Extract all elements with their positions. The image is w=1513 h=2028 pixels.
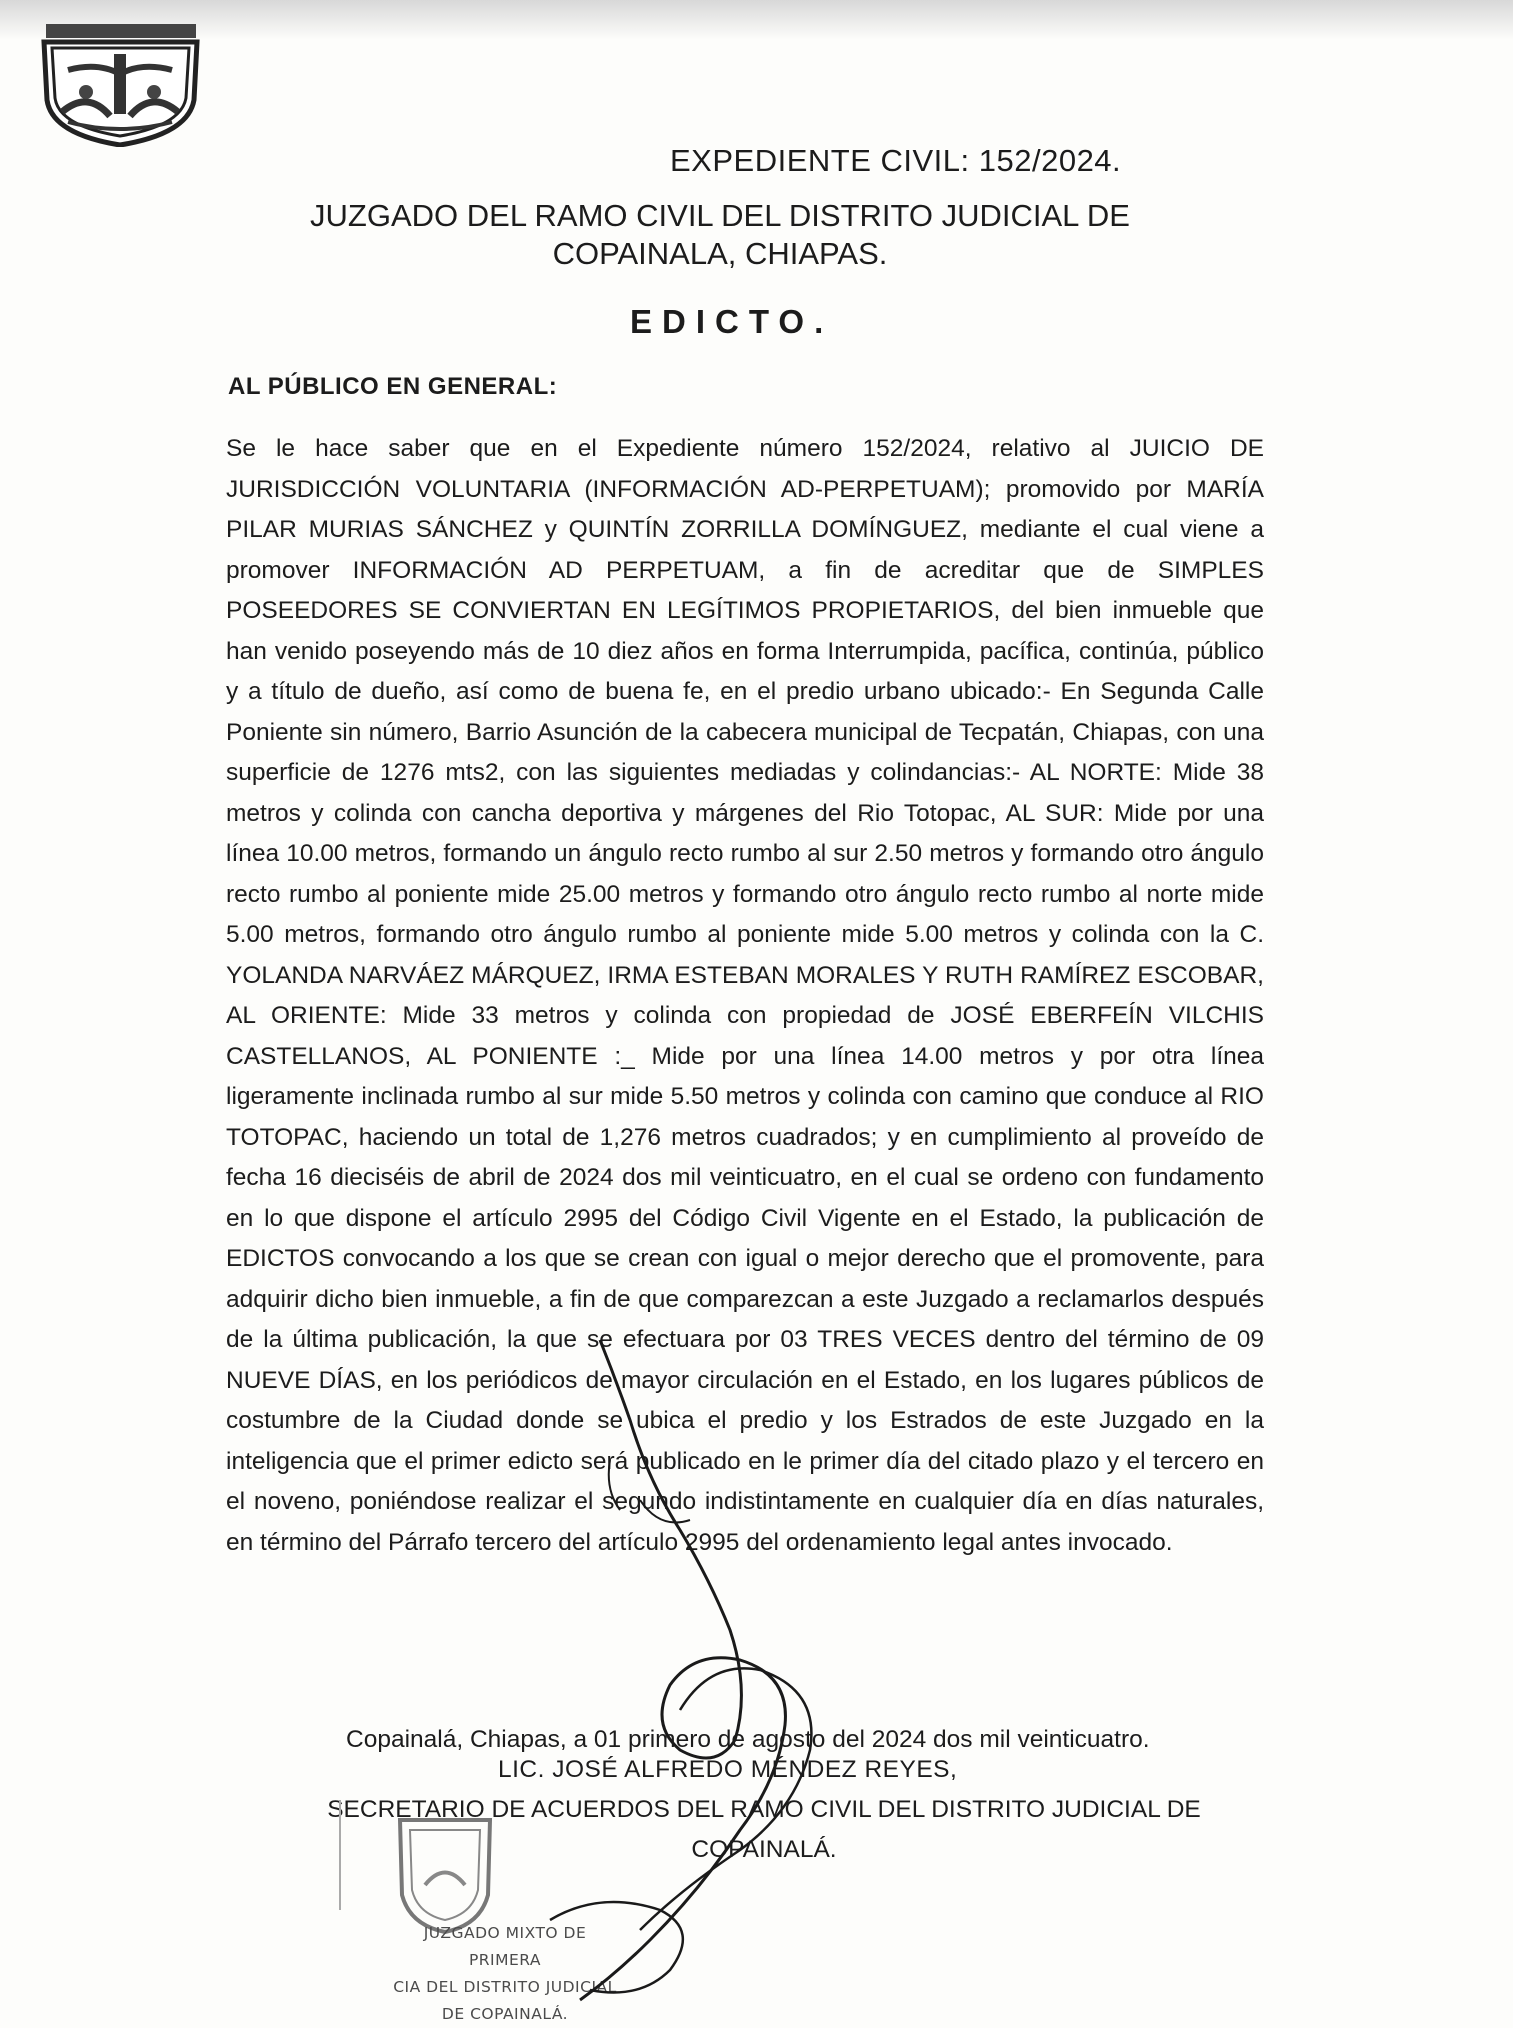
handwritten-signature [520,1330,1000,2020]
coat-of-arms-seal [38,12,203,147]
case-number: EXPEDIENTE CIVIL: 152/2024. [670,143,1122,178]
stamp-line-1: JUZGADO MIXTO DE PRIMERA [423,1924,587,1969]
document-title: EDICTO. [630,303,834,340]
scan-shadow [0,0,1513,40]
court-heading [220,197,1220,273]
signer-role: SECRETARIO DE ACUERDOS DEL RAMO CIVIL DEL DISTRITO JUDICIAL DE COPAINALÁ. [327,1796,1201,1863]
court-line-2: COPAINALA, CHIAPAS. [552,236,888,271]
body-paragraph: Se le hace saber que en el Expediente número 152/2024, relativo al JUICIO DE JURISDICCIÓN VOLUNTARIA (INFORMACIÓN AD-PERPETUAM); promovido por MARÍA PILAR MURIAS SÁNCHEZ y QUINTÍN ZORRILLA DOMÍNGUEZ, mediante el cual viene a promover INFORMACIÓN AD PERPETUAM, a fin de acreditar que de SIMPLES POSEEDORES SE CONVIERTAN EN LEGÍTIMOS PROPIETARIOS, del bien inmueble que han venido poseyendo más de 10 diez años en forma Interrumpida, pacífica, continúa, público y a título de dueño, así como de buena fe, en el predio urbano ubicado:- En Segunda Calle Poniente sin número, Barrio Asunción de la cabecera municipal de Tecpatán, Chiapas, con una superficie de 1276 mts2, con las siguientes mediadas y colindancias:- AL NORTE: Mide 38 metros y colinda con cancha deportiva y márgenes del Rio Totopac, AL SUR: Mide por una línea 10.00 metros, formando un ángulo recto rumbo al sur 2.50 metros y formando otro ángulo recto rumbo al poniente mide 25.00 metros y formando otro ángulo recto rumbo al norte mide 5.00 metros, formando otro ángulo rumbo al poniente mide 5.00 metros y colinda con la C. YOLANDA NARVÁEZ MÁRQUEZ, IRMA ESTEBAN MORALES Y RUTH RAMÍREZ ESCOBAR, AL ORIENTE: Mide 33 metros y colinda con propiedad de JOSÉ EBERFEÍN VILCHIS CASTELLANOS, AL PONIENTE :_ Mide por una línea 14.00 metros y por otra línea ligeramente inclinada rumbo al sur mide 5.50 metros y colinda con camino que conduce al RIO TOTOPAC, haciendo un total de 1,276 metros cuadrados; y en cumplimiento al proveído de fecha 16 dieciséis de abril de 2024 dos mil veinticuatro, en el cual se ordeno con fundamento en lo que dispone el artículo 2995 del Código Civil Vigente en el Estado, la publicación de EDICTOS convocando a los que se crean con igual o mejor derecho que el promovente, para adquirir dicho bien inmueble, a fin de que comparezcan a este Juzgado a reclamarlos después de la última publicación, la que se efectuara por 03 TRES VECES dentro del término de 09 NUEVE DÍAS, en los periódicos de mayor circulación en el Estado, en los lugares públicos de costumbre de la Ciudad donde se ubica el predio y los Estrados de este Juzgado en la inteligencia que el primer edicto será publicado en le primer día del citado plazo y el tercero en el noveno, poniéndose realizar el segundo indistintamente en cualquier día en días naturales, en término del Párrafo tercero del artículo 2995 del ordenamiento legal antes invocado. [226,435,1264,1556]
place-and-date: Copainalá, Chiapas, a 01 primero de agosto del 2024 dos mil veinticuatro. [346,1726,1150,1753]
court-line-1: JUZGADO DEL RAMO CIVIL DEL DISTRITO JUDICIAL DE [310,198,1130,233]
signer-name: LIC. JOSÉ ALFREDO MÉNDEZ REYES, [498,1756,958,1783]
salutation: AL PÚBLICO EN GENERAL: [228,373,558,400]
stamp-line-3: DE COPAINALÁ. [441,2005,569,2023]
stamp-line-2: CIA DEL DISTRITO JUDICIAL [393,1978,617,1996]
